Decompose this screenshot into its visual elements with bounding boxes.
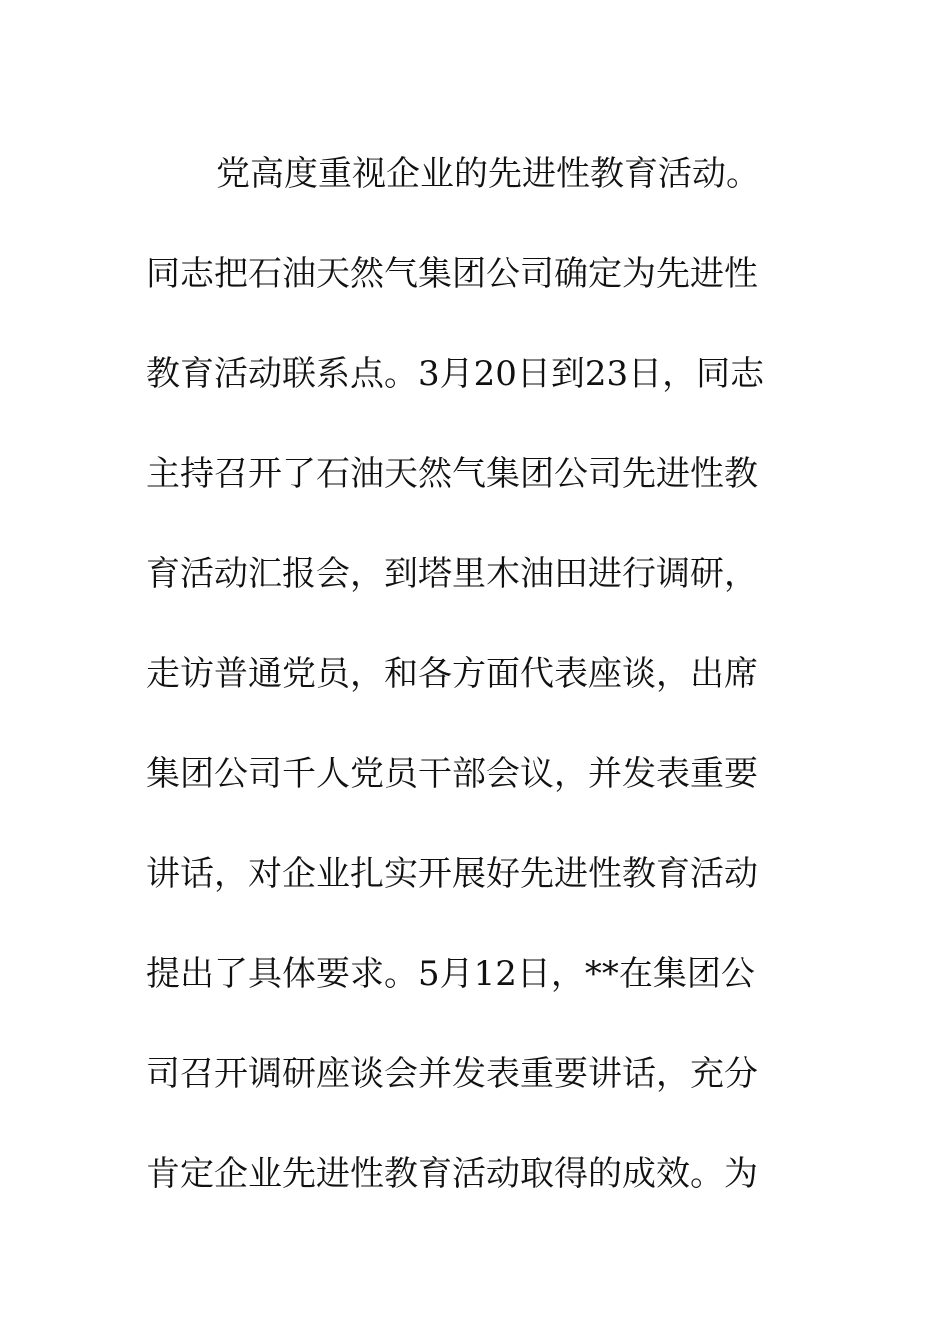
text-line: 主持召开了石油天然气集团公司先进性教 xyxy=(146,454,758,494)
text-line: 司召开调研座谈会并发表重要讲话，充分 xyxy=(146,1054,758,1094)
text-line: 育活动汇报会，到塔里木油田进行调研， xyxy=(146,554,758,594)
text-line: 党高度重视企业的先进性教育活动。 xyxy=(216,154,760,194)
text-line: 教育活动联系点。3月20日到23日，同志 xyxy=(146,354,765,394)
text-line: 肯定企业先进性教育活动取得的成效。为 xyxy=(146,1154,758,1194)
body-text xyxy=(146,124,826,1224)
text-line: 讲话，对企业扎实开展好先进性教育活动 xyxy=(146,854,758,894)
text-line: 走访普通党员，和各方面代表座谈，出席 xyxy=(146,654,758,694)
text-line: 提出了具体要求。5月12日，**在集团公 xyxy=(146,954,755,994)
text-line: 集团公司千人党员干部会议，并发表重要 xyxy=(146,754,758,794)
text-line: 同志把石油天然气集团公司确定为先进性 xyxy=(146,254,758,294)
